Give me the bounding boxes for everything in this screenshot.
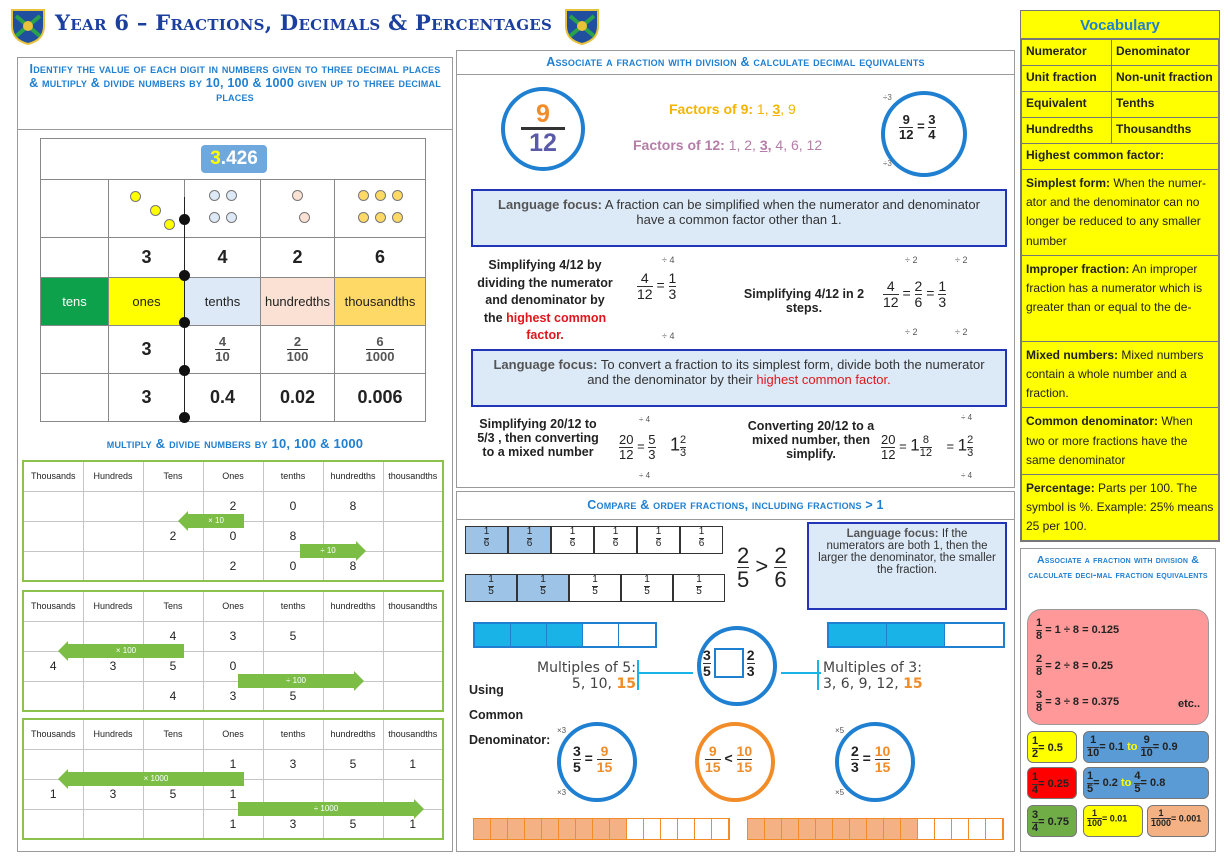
compare-result-circle: $\frac{9}{15}$ < $\frac{10}{15}$ (695, 722, 775, 802)
compare-panel (456, 491, 1015, 852)
vocabulary-panel (1020, 10, 1220, 542)
equiv-circle-1: $\frac{3}{5}$ = $\frac{9}{15}$ ×3 ×3 (557, 722, 637, 802)
page-title: Year 6 – Fractions, Decimals & Percentages (55, 10, 553, 35)
simplify-2: $\frac{4}{12}$ = $\frac{2}{6}$ = $\frac{1}{3}$ (883, 278, 947, 310)
times-10-arrow: × 10 (188, 514, 244, 528)
thousandth-equiv: $\frac{1}{1000}$ = 0.001 (1147, 805, 1209, 837)
three-quarters-equiv: $\frac{3}{4}$ = 0.75 (1027, 805, 1077, 837)
compare-two-fifths-two-sixths: $\frac{2}{5}$ > $\frac{2}{6}$ (737, 543, 787, 593)
language-focus-3: Language focus: If the numerators are both 1, then the larger the denominator, the smaller the fraction. (807, 522, 1007, 610)
half-equiv: $\frac{1}{2}$ = 0.5 (1027, 731, 1077, 763)
simplify-circle: $\frac{9}{12}$ = $\frac{3}{4}$ ÷3 ÷3 (881, 91, 967, 177)
col-hundredths: hundredths (261, 278, 335, 326)
simplify-3-text: Simplifying 20/12 to 5/3 , then converting to a mixed number (477, 417, 599, 459)
two-thirds-bar (827, 622, 1005, 648)
place-value-table: 3 4 2 6 tens ones tenths hundredths thousandths 3 $\frac{4}{10}$ $\frac{2}{100}$ $\frac{6}{1000}$ 3 0.4 0.02 0.006 (40, 179, 426, 422)
col-thousandths: thousandths (335, 278, 426, 326)
associate-panel: Associate a fraction with division & calculate decimal equivalents $\frac{9}{12}$ Factors of 9: 1, 3, 9 Factors of 12: 1, 2, 3, 4, 6, 12 $\frac{9}{12}$ = $\frac{3}{4}$ ÷3 ÷3 Language focus: A fraction can be simplified when the numerator and denominator have a common factor other than 1. Simplifying 4/12 by dividing the numerator and denominator by the highest common factor. $\frac{4}{12}$ = $\frac{1}{3}$ ÷ 4 ÷ 4 Simplifying 4/12 in 2 steps. $\frac{4}{12}$ = $\frac{2}{6}$ = $\frac{1}{3}$ ÷ 2 ÷ 2 ÷ 2 ÷ 2 Language focus: To convert a fraction to its simplest form, divide both the numerator and the denominator by their highest common factor. Simplifying 20/12 to 5/3 , then converting to a mixed number $\frac{20}{12}$ = $\frac{5}{3}$ 1 $\frac{2}{3}$ ÷ 4 ÷ 4 Converting 20/12 to a mixed number, then simplify. $\frac{20}{12}$ = 1 $\frac{8}{12}$ = 1 $\frac{2}{3}$ ÷ 4 ÷ 4 (456, 50, 1015, 488)
multiply-table-10: Thousands Hundreds Tens Ones tenths hundredths thousandths 2 0 8 2 0 8 2 0 8 × 10 ÷ 10 (22, 460, 444, 582)
fifths-bar: $\frac{1}{5}$ $\frac{1}{5}$ $\frac{1}{5}$ $\frac{1}{5}$ $\frac{1}{5}$ (465, 574, 725, 602)
simplify-1-text: Simplifying 4/12 by dividing the numerator and denominator by the highest common factor. (477, 258, 613, 342)
simplify-4: $\frac{20}{12}$ = 1 $\frac{8}{12}$ = 1 $\frac{2}{3}$ (881, 432, 974, 462)
multiples-of-5: Multiples of 5: 5, 10, 15 (537, 660, 636, 692)
col-ones: ones (109, 278, 185, 326)
school-crest-icon (562, 6, 602, 46)
fifths-equiv: $\frac{1}{5}$ = 0.2 to $\frac{4}{5}$ = 0.8 (1083, 767, 1209, 799)
simplify-2-text: Simplifying 4/12 in 2 steps. (743, 287, 865, 315)
three-fifths-bar (473, 622, 657, 648)
simplify-3: $\frac{20}{12}$ = $\frac{5}{3}$ 1 $\frac{2}{3}$ (619, 432, 687, 462)
place-value-panel (17, 57, 453, 852)
hundredth-equiv: $\frac{1}{100}$ = 0.01 (1083, 805, 1143, 837)
big-fraction-circle: $\frac{9}{12}$ (501, 87, 585, 171)
multiply-table-100: Thousands Hundreds Tens Ones tenths hundredths thousandths 4 3 5 4 3 5 0 4 3 5 × 100 ÷ 100 (22, 590, 444, 712)
multiply-table-1000: Thousands Hundreds Tens Ones tenths hundredths thousandths 1 3 5 1 1 3 5 1 1 3 5 1 × 1000 ÷ 1000 (22, 718, 444, 840)
using-common-denominator: Using Common Denominator: (469, 683, 551, 747)
multiples-of-3: Multiples of 3: 3, 6, 9, 12, 15 (823, 660, 923, 692)
place-value-header: Identify the value of each digit in numbers given to three decimal places & multiply & divide numbers by 10, 100 & 1000 given up to three decimal places (18, 62, 452, 130)
associate-header: Associate a fraction with division & calculate decimal equivalents (457, 55, 1014, 75)
compare-header: Compare & order fractions, including fractions > 1 (457, 498, 1014, 520)
language-focus-2: Language focus: To convert a fraction to its simplest form, divide both the numerator and the denominator by their highest common factor. (471, 349, 1007, 407)
times-1000-arrow: × 1000 (68, 772, 244, 786)
equivalents-header: Associate a fraction with division & calculate deci-mal fraction equivalents (1028, 554, 1208, 582)
ten-fifteenths-bar (747, 818, 1004, 840)
quarter-equiv: $\frac{1}{4}$ = 0.25 (1027, 767, 1077, 799)
eighths-box: $\frac{1}{8}$ = 1 ÷ 8 = 0.125 $\frac{2}{8}$ = 2 ÷ 8 = 0.25 $\frac{3}{8}$ = 3 ÷ 8 = 0.375 etc.. (1027, 609, 1209, 725)
multiply-header: multiply & divide numbers by 10, 100 & 1000 (106, 436, 364, 451)
language-focus-1: Language focus: A fraction can be simplified when the numerator and denominator have a common factor other than 1. (471, 189, 1007, 247)
divide-1000-arrow: ÷ 1000 (238, 802, 414, 816)
equivalents-panel (1020, 548, 1216, 852)
tenths-equiv: $\frac{1}{10}$ = 0.1 to $\frac{9}{10}$ = 0.9 (1083, 731, 1209, 763)
simplify-1: $\frac{4}{12}$ = $\frac{1}{3}$ (637, 270, 677, 302)
factors-of-9: Factors of 9: 1, 3, 9 (669, 101, 796, 117)
col-tenths: tenths (185, 278, 261, 326)
compare-circle: $\frac{3}{5}$ $\frac{2}{3}$ (697, 626, 777, 706)
vocabulary-header: Vocabulary (1021, 11, 1219, 39)
divide-10-arrow: ÷ 10 (300, 544, 356, 558)
place-value-chart (40, 138, 426, 422)
number-display: 3.426 (201, 145, 267, 173)
simplify-4-text: Converting 20/12 to a mixed number, then simplify. (747, 419, 875, 461)
sixths-bar: $\frac{1}{6}$ $\frac{1}{6}$ $\frac{1}{6}$ $\frac{1}{6}$ $\frac{1}{6}$ $\frac{1}{6}$ (465, 526, 723, 554)
vocabulary-table: Numerator Denominator Unit fraction Non-unit fraction Equivalent Tenths Hundredths Thousandths Highest common factor: Simplest form: When the numer-ator and the denominator can no longer be reduced to any smaller number Improper fraction: An improper fraction has a numerator which is greater than or equal to the de- Mixed numbers: Mixed numbers contain a whole number and a fraction. Common denominator: When two or more fractions have the same denominator Percentage: Parts per 100. The symbol is %. Example: 25% means 25 per 100. (1021, 39, 1219, 541)
col-tens: tens (41, 278, 109, 326)
nine-fifteenths-bar (473, 818, 730, 840)
divide-100-arrow: ÷ 100 (238, 674, 354, 688)
equiv-circle-2: $\frac{2}{3}$ = $\frac{10}{15}$ ×5 ×5 (835, 722, 915, 802)
school-crest-icon (8, 6, 48, 46)
factors-of-12: Factors of 12: 1, 2, 3, 4, 6, 12 (633, 137, 823, 153)
times-100-arrow: × 100 (68, 644, 184, 658)
